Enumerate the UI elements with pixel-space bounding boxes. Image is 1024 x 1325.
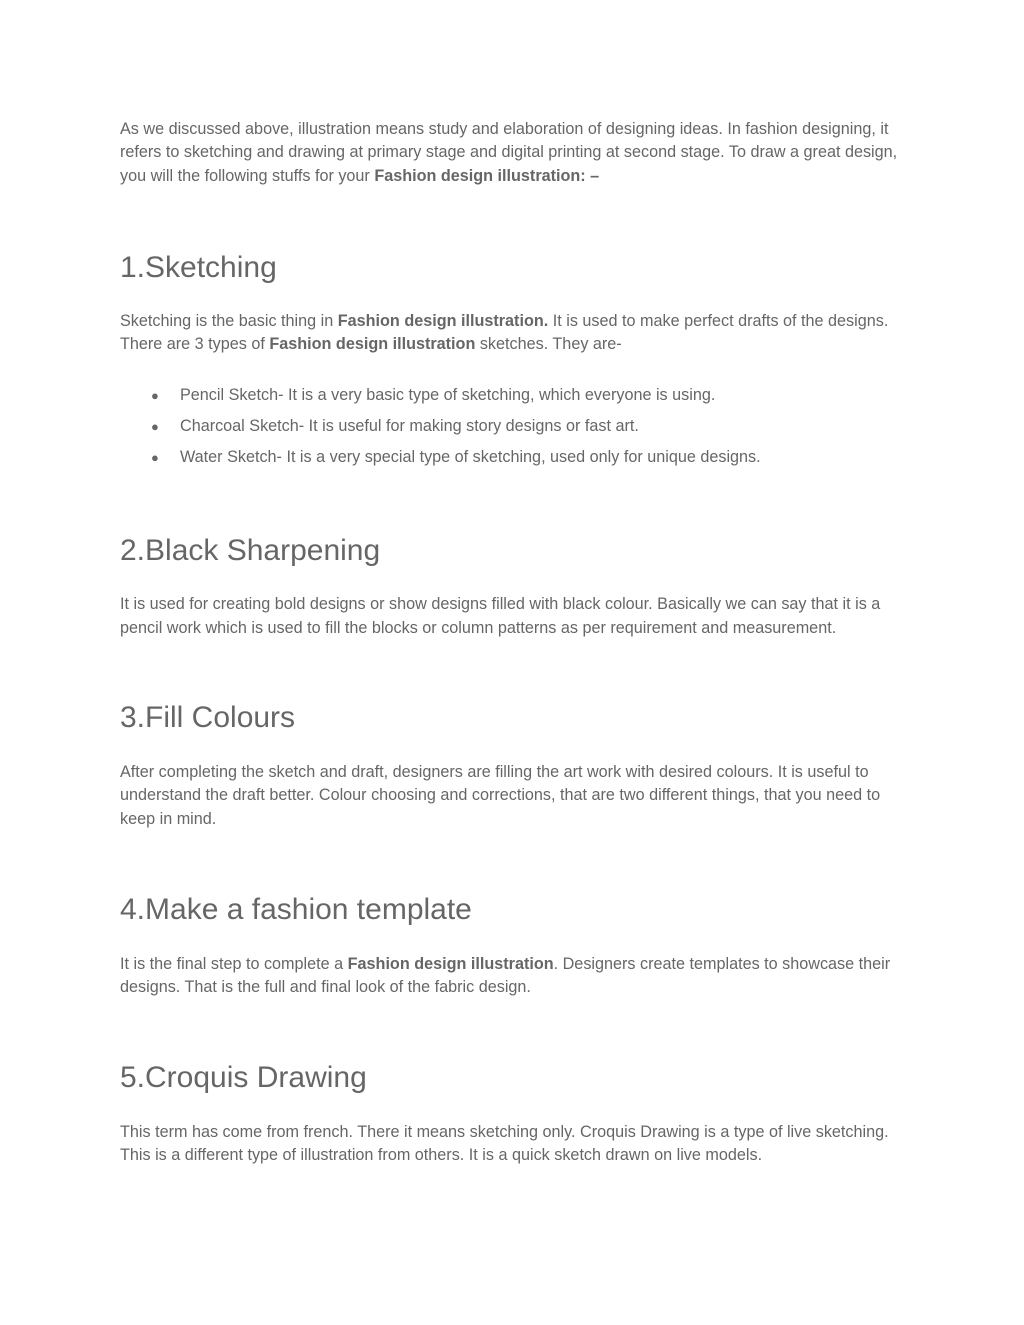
intro-bold: Fashion design illustration: – <box>374 166 600 185</box>
bullet-icon: ● <box>151 450 159 466</box>
sketching-text-3: sketches. They are- <box>475 335 622 354</box>
document-page <box>120 118 906 1167</box>
sketching-paragraph <box>120 310 906 357</box>
heading-croquis-drawing: 5.Croquis Drawing <box>120 1060 367 1094</box>
list-item <box>120 442 906 473</box>
bullet-icon: ● <box>151 388 159 404</box>
black-sharpening-paragraph: It is used for creating bold designs or show designs filled with black colour. Basically we can say that it is a pencil work which is used to fill the blocks or column patterns as per requirement and measurement. <box>120 595 881 637</box>
sketching-bold-1: Fashion design illustration. <box>337 311 549 330</box>
template-text-2: . Designers create templates to showcase their designs. That is the full and final look of the fabric design. <box>120 954 891 997</box>
sketching-text-2: It is used to make perfect drafts of the designs. There are 3 types of <box>120 311 889 354</box>
template-text-1: It is the final step to complete a <box>120 954 348 973</box>
list-item-text: Pencil Sketch- It is a very basic type of sketching, which everyone is using. <box>180 386 716 405</box>
list-item-text: Charcoal Sketch- It is useful for making story designs or fast art. <box>180 417 639 436</box>
sketching-text-1: Sketching is the basic thing in <box>120 311 338 330</box>
fashion-template-paragraph <box>120 953 906 1000</box>
heading-fashion-template: 4.Make a fashion template <box>120 892 472 926</box>
list-item <box>120 411 906 442</box>
sketch-types-list <box>120 380 906 473</box>
heading-black-sharpening: 2.Black Sharpening <box>120 534 381 568</box>
bullet-icon: ● <box>151 419 159 435</box>
heading-fill-colours: 3.Fill Colours <box>120 701 296 735</box>
sketching-bold-2: Fashion design illustration <box>269 335 476 354</box>
croquis-drawing-paragraph: This term has come from french. There it means sketching only. Croquis Drawing is a type of live sketching. This is a different type of illustration from others. It is a quick sketch drawn on live models. <box>120 1122 889 1164</box>
intro-paragraph <box>120 118 906 188</box>
template-bold-1: Fashion design illustration <box>347 954 554 973</box>
list-item-text: Water Sketch- It is a very special type of sketching, used only for unique designs. <box>180 448 761 467</box>
fill-colours-paragraph: After completing the sketch and draft, designers are filling the art work with desired colours. It is useful to understand the draft better. Colour choosing and corrections, that are two different things, that you need to keep in mind. <box>120 763 881 828</box>
list-item <box>120 380 906 411</box>
intro-text: As we discussed above, illustration means study and elaboration of designing ideas. In fashion designing, it refers to sketching and drawing at primary stage and digital printing at second stage. To draw a great design, you will the following stuffs for your <box>120 120 898 185</box>
heading-sketching: 1.Sketching <box>120 250 277 284</box>
